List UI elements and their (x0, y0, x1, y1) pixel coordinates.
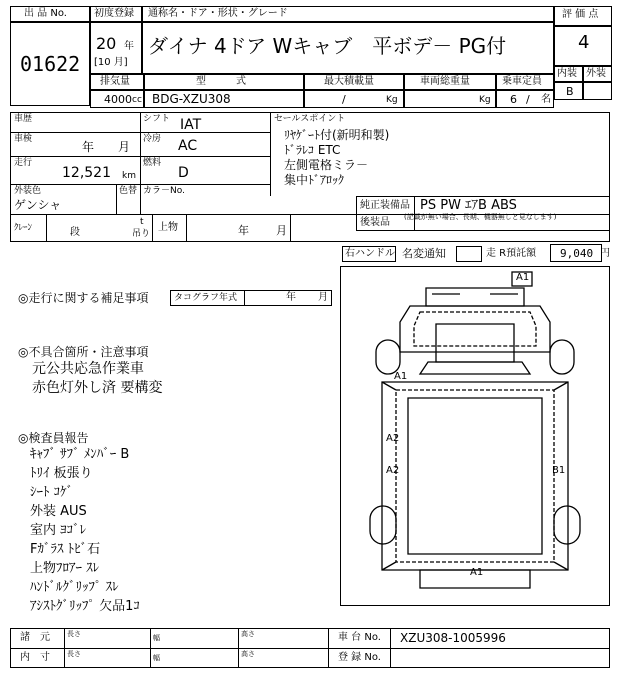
inspector-line: 外装 AUS (30, 504, 87, 519)
crane-lift: 吊り (132, 229, 151, 239)
reg-label: 登 録 No. (338, 652, 381, 663)
capacity-slash: / (526, 93, 530, 106)
damage-mark: A2 (386, 433, 400, 444)
right-hand: 右ハンドル (345, 248, 395, 259)
inner-label: 内 寸 (20, 652, 50, 663)
upper-month: 月 (276, 224, 287, 237)
recycle-amount: 9,040 (560, 247, 594, 260)
damage-mark: B1 (552, 465, 566, 476)
capacity-unit: 名 (541, 94, 551, 105)
car-name: ダイナ 4ドア Wキャブ 平ボデ－ PG付 (148, 34, 507, 58)
history-label: 車歴 (14, 114, 33, 124)
sales-points-label: セールスポイント (274, 114, 346, 124)
displacement-label: 排気量 (100, 76, 130, 87)
tachograph-label: タコグラフ年式 (174, 293, 238, 303)
upper-year: 年 (238, 224, 249, 237)
defect-line: 赤色灯外し済 要構変 (32, 380, 163, 396)
height-label: 高さ (241, 650, 255, 658)
color-no-label: 色替 (119, 186, 138, 196)
width-label: 幅 (153, 634, 160, 642)
shift-label: シフト (143, 114, 171, 124)
damage-mark: A1 (516, 272, 530, 283)
max-load-slash: / (342, 93, 346, 106)
aftermarket-label: 後装品 (360, 217, 390, 228)
lot-no-label: 出 品 No. (24, 8, 67, 19)
inspector-line: ﾊﾝﾄﾞﾙｸﾞﾘｯﾌﾟ ｽﾚ (30, 580, 119, 595)
defect-line: 元公共応急作業車 (32, 361, 144, 377)
name-change-label: 名変通知 (402, 247, 446, 260)
damage-mark: A1 (470, 567, 484, 578)
lot-no: 01622 (20, 52, 81, 76)
shift: IAT (180, 117, 202, 133)
chassis-label: 車 台 No. (338, 632, 381, 643)
gross-weight-unit: Kg (479, 95, 491, 105)
inspector-line: ｱｼｽﾄｸﾞﾘｯﾌﾟ 欠品1ｺ (30, 599, 140, 614)
score-label: 評 価 点 (562, 9, 599, 20)
exterior-color-label: 外装色 (14, 186, 42, 196)
inspector-line: ｼｰﾄ ｺｹﾞ (30, 485, 74, 500)
aftermarket-note: (記載が無い場合、長期、機器無しと見なします) (404, 213, 557, 221)
gross-weight-label: 車両総重量 (420, 76, 470, 87)
inspection-year: 年 (82, 140, 95, 154)
model-label: 型 式 (196, 76, 246, 87)
name-change-box (456, 246, 482, 262)
displacement-unit: cc (132, 95, 142, 105)
defects-title: ◎不具合箇所・注意事項 (18, 345, 149, 359)
mileage-unit: km (122, 171, 136, 181)
driving-title: ◎走行に関する補足事項 (18, 291, 149, 305)
exterior-grade-box (583, 82, 612, 100)
car-name-label: 通称名・ドア・形状・グレード (148, 8, 288, 19)
displacement: 4000 (104, 93, 132, 106)
damage-mark: A1 (394, 371, 408, 382)
capacity-front: 6 (510, 93, 517, 106)
reg-year: 20 (96, 34, 117, 53)
reg-month: [10 月] (94, 57, 128, 68)
max-load-unit: Kg (386, 95, 398, 105)
damage-mark: A2 (386, 465, 400, 476)
sales-point: 集中ﾄﾞｱﾛｯｸ (284, 173, 345, 187)
inspector-line: 上物ﾌﾛｱｰ ｽﾚ (30, 561, 100, 576)
capacity-label: 乗車定員 (502, 76, 542, 87)
crane-label: ｸﾚｰﾝ (14, 223, 33, 233)
width-label: 幅 (153, 654, 160, 662)
mileage: 12,521 (62, 165, 111, 181)
exterior-color: ゲンシャ (14, 198, 62, 212)
chassis-no: XZU308-1005996 (400, 631, 506, 645)
equipment-label: 純正装備品 (360, 200, 410, 211)
upper-label: 上物 (158, 222, 178, 233)
tacho-month: 月 (318, 292, 328, 303)
fuel-label: 燃料 (143, 158, 162, 168)
inspector-title: ◎検査員報告 (18, 431, 89, 445)
crane-dan: 段 (70, 227, 80, 238)
ac: AC (178, 138, 198, 154)
inspector-line: 室内 ﾖｺﾞﾚ (30, 523, 87, 538)
equipment: PS PW ｴｱB ABS (420, 198, 517, 213)
truck-diagram (340, 266, 610, 606)
inspector-line: Fｶﾞﾗｽ ﾄﾋﾞ石 (30, 542, 101, 557)
inspector-line: ｷｬﾌﾞ ｻﾌﾞ ﾒﾝﾊﾞｰ B (30, 447, 130, 462)
interior-grade: B (566, 85, 574, 98)
height-label: 高さ (241, 630, 255, 638)
exterior-label: 外装 (586, 68, 606, 79)
mileage-check-label: 走 R預託額 (486, 248, 537, 259)
interior-label: 内装 (557, 68, 577, 79)
length-label: 長さ (67, 630, 81, 638)
inspector-line: ﾄﾘｲ 板張り (30, 466, 93, 481)
crane-t: t (140, 217, 144, 227)
score: 4 (578, 32, 590, 53)
sales-point: ﾘﾔｹﾞｰﾄ付(新明和製) (284, 128, 390, 142)
sales-point: 左側電格ミラ－ (284, 158, 369, 172)
model-code: BDG-XZU308 (152, 92, 231, 106)
fuel: D (178, 165, 189, 181)
mileage-label: 走行 (14, 158, 33, 168)
yen: 円 (600, 248, 610, 259)
inspection-month: 月 (118, 140, 131, 154)
ac-label: 冷房 (143, 134, 162, 144)
length-label: 長さ (67, 650, 81, 658)
sales-point: ﾄﾞﾗﾚｺ ETC (284, 143, 341, 157)
first-reg-label: 初度登録 (94, 8, 134, 19)
reg-year-unit: 年 (124, 41, 134, 52)
tacho-year: 年 (286, 292, 296, 303)
color-code-label: カラ－No. (143, 186, 185, 196)
spec-label: 諸 元 (20, 632, 50, 643)
inspection-label: 車検 (14, 134, 33, 144)
max-load-label: 最大積載量 (324, 76, 374, 87)
